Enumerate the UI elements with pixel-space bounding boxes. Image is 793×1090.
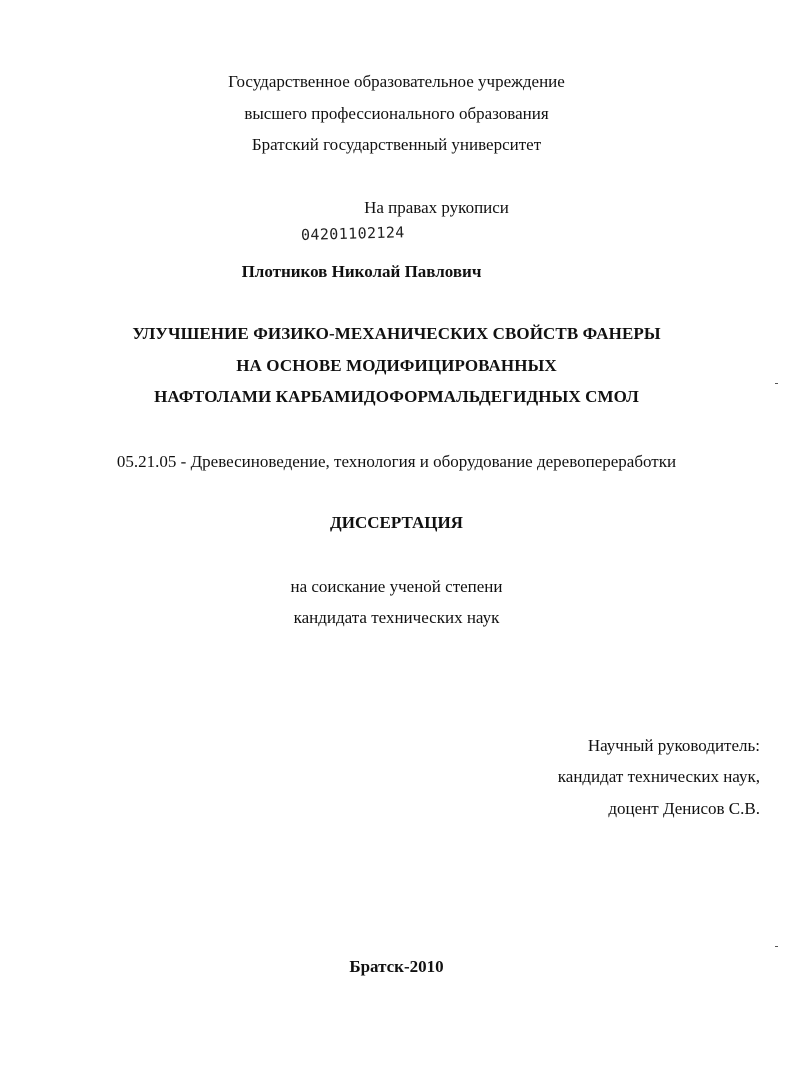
supervisor-label: Научный руководитель:: [587, 736, 760, 755]
dissertation-title-line-2: НА ОСНОВЕ МОДИФИЦИРОВАННЫХ: [236, 356, 557, 375]
scan-speck: [775, 383, 778, 384]
dissertation-title-line-1: УЛУЧШЕНИЕ ФИЗИКО-МЕХАНИЧЕСКИХ СВОЙСТВ ФАНЕРЫ: [132, 324, 661, 343]
archive-stamp-number: 04201102124: [300, 223, 405, 244]
author-name: Плотников Николай Павлович: [241, 262, 482, 281]
institution-line-3: Братский государственный университет: [251, 135, 542, 154]
dissertation-title-line-3: НАФТОЛАМИ КАРБАМИДОФОРМАЛЬДЕГИДНЫХ СМОЛ: [154, 387, 639, 406]
supervisor-degree: кандидат технических наук,: [557, 767, 760, 786]
specialty-code: 05.21.05 - Древесиноведение, технология и оборудование деревопереработки: [116, 452, 677, 471]
institution-line-2: высшего профессионального образования: [244, 104, 549, 123]
scan-speck: [775, 946, 778, 947]
city-year: Братск-2010: [349, 957, 444, 976]
supervisor-name: доцент Денисов С.В.: [608, 799, 760, 818]
institution-line-1: Государственное образовательное учреждение: [228, 72, 565, 91]
degree-line-2: кандидата технических наук: [293, 608, 500, 627]
manuscript-note: На правах рукописи: [364, 198, 509, 217]
degree-line-1: на соискание ученой степени: [290, 577, 503, 596]
document-type: ДИССЕРТАЦИЯ: [330, 513, 463, 532]
